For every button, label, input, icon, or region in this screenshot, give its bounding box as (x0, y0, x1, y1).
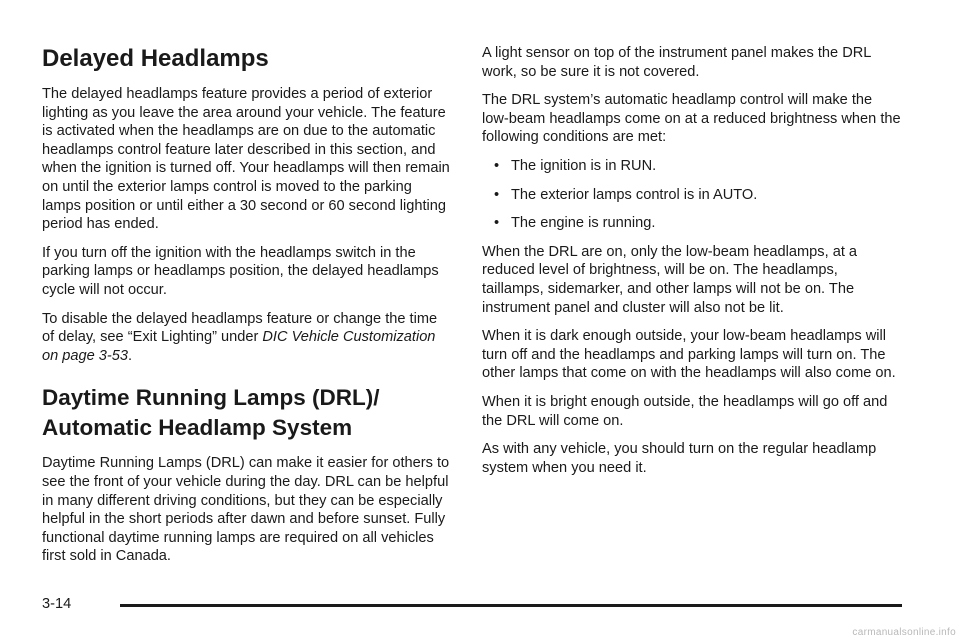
list-item-text: The ignition is in RUN. (511, 157, 657, 174)
paragraph: The DRL system’s automatic headlamp control will make the low-beam headlamps come on at a reduced brightness when the following conditions are met: (482, 92, 901, 146)
list-item (482, 186, 902, 205)
paragraph: A light sensor on top of the instrument panel makes the DRL work, so be sure it is not covered. (482, 45, 871, 80)
paragraph-end: . (128, 347, 133, 364)
conditions-list (482, 157, 902, 233)
list-item (482, 214, 902, 233)
paragraph: The delayed headlamps feature provides a period of exterior lighting as you leave the area around your vehicle. The feature is activated when the headlamps are on due to the automatic headlamps control feature later described in this section, and when the ignition is turned off. Your headlamps will then remain on until the exterior lamps control is moved to the parking lamps position or until either a 30 second or 60 second lighting period has ended. (42, 86, 450, 233)
paragraph: As with any vehicle, you should turn on the regular headlamp system when you need it. (482, 441, 877, 476)
right-column (482, 44, 902, 487)
paragraph-text: To disable the delayed headlamps feature or change the time of delay, see “Exit Lighting” under (42, 310, 438, 346)
section-title-line: Automatic Headlamp System (42, 415, 353, 441)
page-number: 3-14 (42, 596, 72, 612)
cross-reference-link[interactable]: DIC Vehicle Customization on page 3-53 (42, 329, 436, 364)
paragraph: If you turn off the ignition with the headlamps switch in the parking lamps or headlamps position, the delayed headlamps cycle will not occur. (42, 244, 439, 298)
bullet-icon: • (494, 186, 500, 203)
bullet-icon: • (494, 157, 500, 174)
list-item (482, 157, 902, 176)
watermark: carmanualsonline.info (852, 627, 956, 638)
paragraph-with-reference (42, 310, 452, 366)
paragraph: When it is dark enough outside, your low-beam headlamps will turn off and the headlamps and parking lamps will turn on. The other lamps that come on with the headlamps will also come on. (482, 328, 896, 382)
paragraph: When the DRL are on, only the low-beam headlamps, at a reduced level of brightness, will be on. The headlamps, taillamps, sidemarker, and other lamps will not be on. The instrument panel and cluster will also not be lit. (482, 243, 858, 316)
list-item-text: The engine is running. (511, 215, 656, 232)
paragraph: When it is bright enough outside, the headlamps will go off and the DRL will come on. (482, 393, 888, 429)
paragraph: Daytime Running Lamps (DRL) can make it easier for others to see the front of your vehicle during the day. DRL can be helpful in many different driving conditions, but they can be especially helpful in the short periods after dawn and before sunset. Fully functional daytime running lamps are required on all vehicles first sold in Canada. (42, 455, 450, 565)
left-column (42, 44, 452, 576)
section-title-delayed-headlamps: Delayed Headlamps (42, 45, 269, 72)
section-title-line: Daytime Running Lamps (DRL)/ (42, 385, 380, 411)
page-footer (42, 594, 902, 618)
list-item-text: The exterior lamps control is in AUTO. (511, 186, 758, 203)
section-title-drl (42, 383, 452, 443)
footer-rule (120, 604, 902, 607)
bullet-icon: • (494, 215, 500, 232)
